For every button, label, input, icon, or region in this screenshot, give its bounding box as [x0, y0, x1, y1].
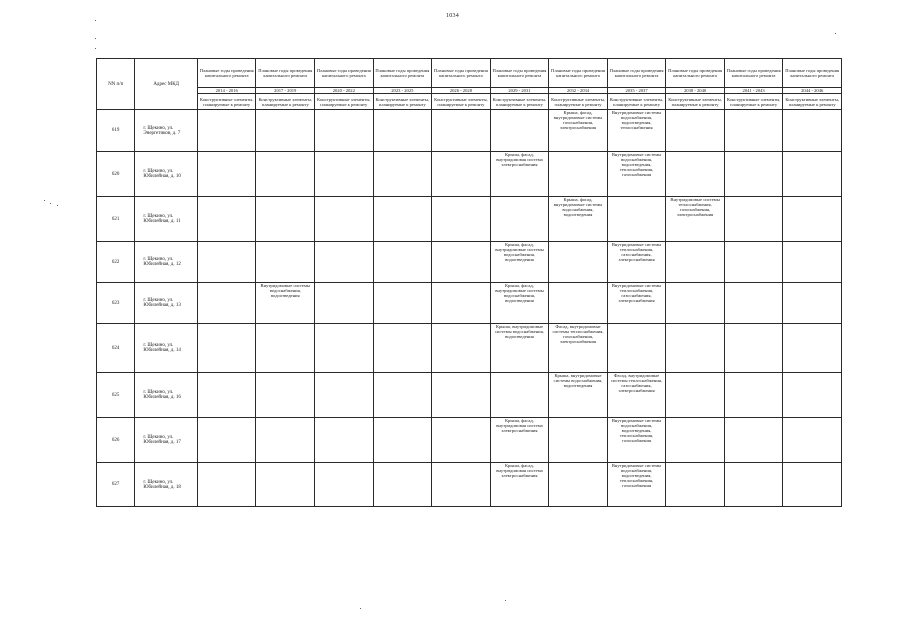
repair-works-cell — [724, 110, 783, 152]
table-row — [97, 242, 842, 283]
repair-works-cell — [432, 373, 491, 418]
repair-works-cell — [373, 283, 432, 324]
repair-works-cell — [666, 110, 725, 152]
header-element-type: Конструктивные элементы, планируемые к ремонту — [666, 94, 725, 110]
repair-works-cell: Фасад, внутридомовые системы теплоснабжения, газоснабжения, электроснабжения — [549, 324, 608, 373]
repair-works-cell: Крыша, фасад, внутридомовые системы водоснабжения, водоотведения — [490, 242, 549, 283]
repair-works-cell — [783, 463, 842, 507]
table-row — [97, 152, 842, 197]
capital-repair-plan-table — [96, 58, 842, 507]
repair-works-cell — [783, 152, 842, 197]
repair-works-cell — [373, 324, 432, 373]
header-period-title: Плановые годы проведения капитального ремонта — [724, 59, 783, 88]
repair-works-cell: Крыша, фасад, внутридомовая система электроснабжения — [490, 463, 549, 507]
header-element-type: Конструктивные элементы, планируемые к ремонту — [197, 94, 256, 110]
repair-works-cell — [256, 418, 315, 463]
repair-works-cell — [315, 373, 374, 418]
repair-works-cell — [724, 152, 783, 197]
repair-works-cell — [549, 418, 608, 463]
header-period-title: Плановые годы проведения капитального ремонта — [490, 59, 549, 88]
repair-works-cell: Крыша, фасад, внутридомовая система электроснабжения — [490, 152, 549, 197]
repair-works-cell: Крыша, фасад, внутридомовые системы водоснабжения, водоотведения — [490, 283, 549, 324]
repair-works-cell — [666, 463, 725, 507]
repair-works-cell — [256, 373, 315, 418]
header-period-title: Плановые годы проведения капитального ремонта — [197, 59, 256, 88]
repair-works-cell — [724, 418, 783, 463]
row-address: г. Щекино, ул. Энергетиков, д. 7 — [135, 110, 198, 152]
header-period-title: Плановые годы проведения капитального ремонта — [783, 59, 842, 88]
repair-works-cell — [373, 373, 432, 418]
repair-works-cell — [197, 242, 256, 283]
repair-works-cell — [373, 110, 432, 152]
header-period-title: Плановые годы проведения капитального ремонта — [315, 59, 374, 88]
repair-works-cell — [783, 324, 842, 373]
repair-works-cell — [315, 283, 374, 324]
row-number: 622 — [97, 242, 135, 283]
header-element-type: Конструктивные элементы, планируемые к ремонту — [607, 94, 666, 110]
repair-works-cell — [373, 152, 432, 197]
header-period-years: 2044 - 2046 — [783, 88, 842, 94]
repair-works-cell — [490, 110, 549, 152]
repair-works-cell: Фасад, внутридомовые системы теплоснабжения, газоснабжения, электроснабжения — [607, 373, 666, 418]
repair-works-cell — [197, 197, 256, 242]
repair-works-cell — [373, 197, 432, 242]
repair-works-cell — [256, 110, 315, 152]
table-body — [97, 110, 842, 507]
row-number: 620 — [97, 152, 135, 197]
repair-works-cell — [256, 197, 315, 242]
repair-works-cell — [724, 373, 783, 418]
repair-works-cell — [783, 373, 842, 418]
repair-works-cell — [197, 152, 256, 197]
repair-works-cell — [666, 418, 725, 463]
row-address: г. Щекино, ул. Юбилейная, д. 13 — [135, 283, 198, 324]
repair-works-cell — [197, 373, 256, 418]
header-period-years: 2026 - 2028 — [432, 88, 491, 94]
header-period-years: 2020 - 2022 — [315, 88, 374, 94]
repair-works-cell — [315, 324, 374, 373]
table-row — [97, 373, 842, 418]
header-period-title: Плановые годы проведения капитального ремонта — [432, 59, 491, 88]
row-number: 627 — [97, 463, 135, 507]
header-period-title: Плановые годы проведения капитального ремонта — [666, 59, 725, 88]
scan-speck — [835, 33, 836, 34]
repair-works-cell — [256, 463, 315, 507]
row-number: 621 — [97, 197, 135, 242]
repair-works-cell — [490, 373, 549, 418]
repair-works-cell — [724, 242, 783, 283]
repair-works-cell — [724, 283, 783, 324]
header-period-years: 2035 - 2037 — [607, 88, 666, 94]
repair-works-cell — [549, 283, 608, 324]
table-row — [97, 110, 842, 152]
repair-works-cell — [549, 242, 608, 283]
repair-works-cell — [432, 283, 491, 324]
header-period-years: 2038 - 2040 — [666, 88, 725, 94]
repair-works-cell — [666, 152, 725, 197]
repair-works-cell — [783, 242, 842, 283]
row-address: г. Щекино, ул. Юбилейная, д. 11 — [135, 197, 198, 242]
repair-works-cell: Внутридомовые системы водоснабжения, водоотведения, теплоснабжения, газоснабжения — [607, 463, 666, 507]
repair-works-cell — [373, 242, 432, 283]
header-element-type: Конструктивные элементы, планируемые к ремонту — [490, 94, 549, 110]
repair-works-cell — [197, 418, 256, 463]
repair-works-cell — [315, 110, 374, 152]
repair-works-cell — [373, 418, 432, 463]
repair-works-cell: Крыша, фасад, внутридомовые системы газоснабжения, электроснабжения — [549, 110, 608, 152]
repair-works-cell — [432, 110, 491, 152]
repair-works-cell: Внутридомовые системы водоснабжения, водоотведения, теплоснабжения, газоснабжения — [607, 152, 666, 197]
header-period-title: Плановые годы проведения капитального ремонта — [373, 59, 432, 88]
repair-works-cell — [607, 197, 666, 242]
repair-works-cell — [783, 418, 842, 463]
repair-works-cell — [432, 242, 491, 283]
table-header — [97, 59, 842, 110]
scan-speck — [44, 200, 45, 201]
repair-works-cell — [432, 463, 491, 507]
header-period-years: 2014 - 2016 — [197, 88, 256, 94]
repair-works-cell — [315, 242, 374, 283]
repair-works-cell — [724, 463, 783, 507]
row-address: г. Щекино, ул. Юбилейная, д. 17 — [135, 418, 198, 463]
repair-works-cell — [607, 324, 666, 373]
repair-works-cell — [783, 283, 842, 324]
header-period-years: 2017 - 2019 — [256, 88, 315, 94]
repair-works-cell: Крыша, внутридомовые системы водоснабжения, водоотведения — [549, 373, 608, 418]
repair-works-cell — [315, 463, 374, 507]
header-element-type: Конструктивные элементы, планируемые к ремонту — [256, 94, 315, 110]
header-period-years: 2041 - 2043 — [724, 88, 783, 94]
repair-works-cell: Внутридомовые системы теплоснабжения, газоснабжения, электроснабжения — [607, 242, 666, 283]
header-element-type: Конструктивные элементы, планируемые к ремонту — [783, 94, 842, 110]
table-row — [97, 197, 842, 242]
header-period-title: Плановые годы проведения капитального ремонта — [549, 59, 608, 88]
row-number: 623 — [97, 283, 135, 324]
repair-works-cell — [432, 418, 491, 463]
header-period-years: 2023 - 2025 — [373, 88, 432, 94]
row-number: 619 — [97, 110, 135, 152]
header-element-type: Конструктивные элементы, планируемые к ремонту — [724, 94, 783, 110]
repair-works-cell — [197, 463, 256, 507]
row-address: г. Щекино, ул. Юбилейная, д. 18 — [135, 463, 198, 507]
repair-works-cell — [666, 373, 725, 418]
repair-works-cell — [315, 418, 374, 463]
repair-works-cell — [256, 152, 315, 197]
repair-works-cell: Внутридомовые системы теплоснабжения, газоснабжения, электроснабжения — [666, 197, 725, 242]
repair-works-cell — [724, 324, 783, 373]
scan-speck — [360, 608, 361, 609]
repair-works-cell: Внутридомовые системы теплоснабжения, газоснабжения, электроснабжения — [607, 283, 666, 324]
scan-speck — [50, 203, 51, 204]
repair-works-cell: Внутридомовые системы водоснабжения, водоотведения — [256, 283, 315, 324]
header-period-title: Плановые годы проведения капитального ремонта — [607, 59, 666, 88]
repair-works-cell — [783, 197, 842, 242]
scan-speck — [505, 600, 506, 601]
repair-works-cell: Внутридомовые системы водоснабжения, водоотведения, теплоснабжения, газоснабжения — [607, 418, 666, 463]
row-address: г. Щекино, ул. Юбилейная, д. 10 — [135, 152, 198, 197]
repair-works-cell — [432, 324, 491, 373]
row-number: 624 — [97, 324, 135, 373]
header-address: Адрес МКД — [135, 59, 198, 110]
repair-works-cell — [197, 283, 256, 324]
repair-works-cell — [315, 197, 374, 242]
header-row-title — [97, 59, 842, 88]
scan-speck — [95, 38, 96, 39]
repair-works-cell: Крыша, фасад, внутридомовые системы водоснабжения, водоотведения — [549, 197, 608, 242]
header-element-type: Конструктивные элементы, планируемые к ремонту — [549, 94, 608, 110]
repair-works-cell — [197, 110, 256, 152]
repair-works-cell — [373, 463, 432, 507]
repair-works-cell — [256, 324, 315, 373]
header-period-title: Плановые годы проведения капитального ремонта — [256, 59, 315, 88]
repair-works-cell — [432, 152, 491, 197]
table-row — [97, 283, 842, 324]
repair-works-cell — [256, 242, 315, 283]
repair-works-cell — [724, 197, 783, 242]
repair-works-cell — [549, 152, 608, 197]
header-element-type: Конструктивные элементы, планируемые к ремонту — [373, 94, 432, 110]
header-period-years: 2029 - 2031 — [490, 88, 549, 94]
row-address: г. Щекино, ул. Юбилейная, д. 14 — [135, 324, 198, 373]
page-number: 1034 — [446, 13, 459, 19]
repair-works-cell: Крыша, фасад, внутридомовая система электроснабжения — [490, 418, 549, 463]
row-number: 626 — [97, 418, 135, 463]
repair-works-cell — [666, 324, 725, 373]
row-address: г. Щекино, ул. Юбилейная, д. 12 — [135, 242, 198, 283]
header-element-type: Конструктивные элементы, планируемые к ремонту — [432, 94, 491, 110]
repair-works-cell — [315, 152, 374, 197]
repair-works-cell — [783, 110, 842, 152]
row-number: 625 — [97, 373, 135, 418]
header-period-years: 2032 - 2034 — [549, 88, 608, 94]
header-row-types — [97, 94, 842, 110]
repair-works-cell — [666, 283, 725, 324]
scan-speck — [57, 205, 58, 206]
scan-speck — [95, 48, 96, 49]
repair-works-cell — [666, 242, 725, 283]
repair-works-cell: Внутридомовые системы водоснабжения, водоотведения, теплоснабжения — [607, 110, 666, 152]
repair-works-cell: Крыша, внутридомовые системы водоснабжения, водоотведения — [490, 324, 549, 373]
header-number: NN п/п — [97, 59, 135, 110]
table-row — [97, 463, 842, 507]
repair-works-cell — [549, 463, 608, 507]
scan-speck — [95, 20, 96, 21]
repair-works-cell — [490, 197, 549, 242]
row-address: г. Щекино, ул. Юбилейная, д. 16 — [135, 373, 198, 418]
table-row — [97, 418, 842, 463]
table-row — [97, 324, 842, 373]
repair-works-cell — [432, 197, 491, 242]
header-element-type: Конструктивные элементы, планируемые к ремонту — [315, 94, 374, 110]
repair-works-cell — [197, 324, 256, 373]
